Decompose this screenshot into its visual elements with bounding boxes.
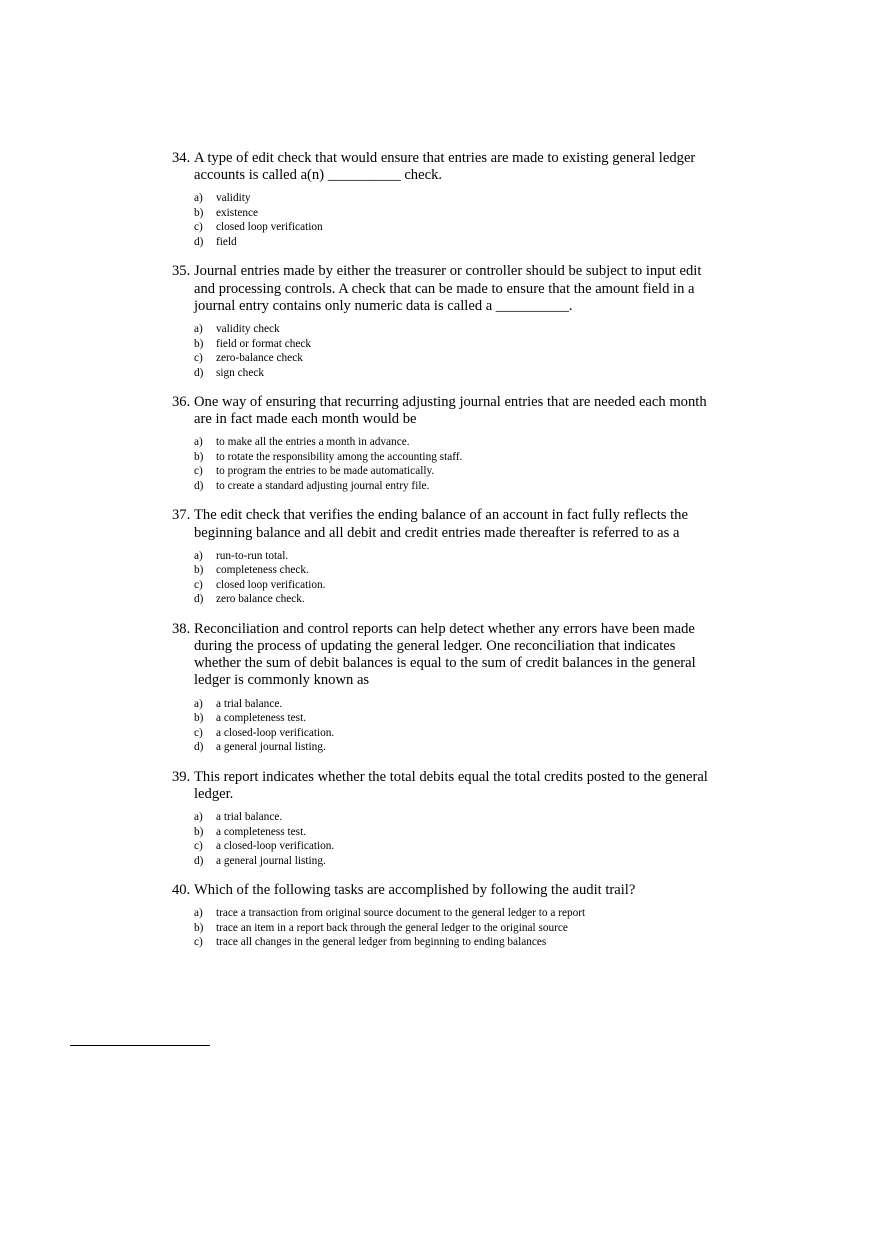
answer-options bbox=[194, 810, 717, 868]
option-letter: d) bbox=[194, 741, 204, 754]
option-text: trace an item in a report back through the general ledger to the original source bbox=[216, 921, 568, 934]
option-text: run-to-run total. bbox=[216, 549, 289, 562]
answer-option bbox=[194, 592, 717, 607]
answer-option bbox=[194, 206, 717, 221]
answer-option bbox=[194, 935, 717, 950]
answer-option bbox=[194, 726, 717, 741]
option-letter: c) bbox=[194, 221, 203, 234]
option-text: field or format check bbox=[216, 337, 312, 350]
answer-option bbox=[194, 563, 717, 578]
answer-option bbox=[194, 235, 717, 250]
option-text: trace all changes in the general ledger from beginning to ending balances bbox=[216, 936, 547, 949]
option-text: a closed-loop verification. bbox=[216, 840, 335, 853]
question-text: Journal entries made by either the treasurer or controller should be subject to input edit and processing controls. A check that can be made to ensure that the amount field in a journal entry contains only numeric data is called a __________. bbox=[194, 263, 702, 314]
question-item bbox=[172, 507, 717, 606]
question-item bbox=[172, 150, 717, 249]
question-item bbox=[172, 394, 717, 493]
answer-option bbox=[194, 366, 717, 381]
option-text: a trial balance. bbox=[216, 697, 283, 710]
question-number: 38. bbox=[172, 620, 191, 637]
answer-option bbox=[194, 220, 717, 235]
question-text: Reconciliation and control reports can help detect whether any errors have been made during the process of updating the general ledger. One reconciliation that indicates whether the sum of debit balances is equal to the sum of credit balances in the general ledger is commonly known as bbox=[194, 620, 696, 689]
answer-options bbox=[194, 435, 717, 493]
answer-option bbox=[194, 337, 717, 352]
answer-option bbox=[194, 479, 717, 494]
option-text: to make all the entries a month in advance. bbox=[216, 436, 410, 449]
answer-options bbox=[194, 697, 717, 755]
option-text: completeness check. bbox=[216, 564, 309, 577]
option-letter: b) bbox=[194, 564, 204, 577]
question-stem bbox=[172, 394, 717, 428]
option-text: zero balance check. bbox=[216, 593, 305, 606]
answer-option bbox=[194, 740, 717, 755]
option-letter: b) bbox=[194, 206, 204, 219]
option-letter: c) bbox=[194, 465, 203, 478]
answer-options bbox=[194, 191, 717, 249]
option-text: existence bbox=[216, 206, 259, 219]
option-letter: a) bbox=[194, 697, 203, 710]
option-text: a closed-loop verification. bbox=[216, 726, 335, 739]
answer-options bbox=[194, 322, 717, 380]
question-item bbox=[172, 621, 717, 755]
question-item bbox=[172, 882, 717, 950]
option-letter: a) bbox=[194, 323, 203, 336]
option-letter: c) bbox=[194, 840, 203, 853]
answer-option bbox=[194, 839, 717, 854]
option-letter: a) bbox=[194, 549, 203, 562]
question-stem bbox=[172, 882, 717, 899]
option-letter: c) bbox=[194, 578, 203, 591]
option-text: a general journal listing. bbox=[216, 854, 326, 867]
option-letter: a) bbox=[194, 436, 203, 449]
question-text: This report indicates whether the total debits equal the total credits posted to the general ledger. bbox=[194, 768, 708, 802]
answer-option bbox=[194, 697, 717, 712]
answer-option bbox=[194, 322, 717, 337]
answer-option bbox=[194, 578, 717, 593]
footnote-separator bbox=[70, 1045, 210, 1046]
question-stem bbox=[172, 150, 717, 184]
option-letter: b) bbox=[194, 921, 204, 934]
question-text: The edit check that verifies the ending balance of an account in fact fully reflects the beginning balance and all debit and credit entries made thereafter is referred to as a bbox=[194, 507, 688, 541]
question-item bbox=[172, 769, 717, 868]
question-item bbox=[172, 263, 717, 380]
question-number: 35. bbox=[172, 263, 191, 280]
answer-option bbox=[194, 906, 717, 921]
answer-option bbox=[194, 711, 717, 726]
question-text: One way of ensuring that recurring adjusting journal entries that are needed each month are in fact made each month would be bbox=[194, 394, 707, 428]
option-letter: b) bbox=[194, 337, 204, 350]
answer-option bbox=[194, 921, 717, 936]
option-text: a general journal listing. bbox=[216, 741, 326, 754]
question-text: A type of edit check that would ensure that entries are made to existing general ledger accounts is called a(n) __________ check. bbox=[194, 150, 696, 184]
question-number: 40. bbox=[172, 882, 191, 899]
option-text: validity check bbox=[216, 323, 280, 336]
question-number: 39. bbox=[172, 768, 191, 785]
footnote-mark: . bbox=[208, 1038, 211, 1048]
option-letter: b) bbox=[194, 825, 204, 838]
option-letter: d) bbox=[194, 854, 204, 867]
option-text: trace a transaction from original source document to the general ledger to a report bbox=[216, 907, 586, 920]
option-text: a completeness test. bbox=[216, 712, 307, 725]
answer-option bbox=[194, 450, 717, 465]
answer-option bbox=[194, 191, 717, 206]
option-letter: b) bbox=[194, 712, 204, 725]
answer-option bbox=[194, 435, 717, 450]
option-text: field bbox=[216, 235, 237, 248]
answer-option bbox=[194, 464, 717, 479]
option-letter: c) bbox=[194, 726, 203, 739]
question-stem bbox=[172, 507, 717, 541]
answer-options bbox=[194, 549, 717, 607]
option-text: closed loop verification. bbox=[216, 578, 326, 591]
option-letter: a) bbox=[194, 811, 203, 824]
option-letter: d) bbox=[194, 366, 204, 379]
option-letter: d) bbox=[194, 593, 204, 606]
option-text: a completeness test. bbox=[216, 825, 307, 838]
question-stem bbox=[172, 621, 717, 690]
option-letter: b) bbox=[194, 450, 204, 463]
answer-option bbox=[194, 810, 717, 825]
option-text: validity bbox=[216, 192, 251, 205]
option-letter: a) bbox=[194, 192, 203, 205]
option-letter: a) bbox=[194, 907, 203, 920]
option-letter: d) bbox=[194, 235, 204, 248]
answer-option bbox=[194, 825, 717, 840]
option-text: zero-balance check bbox=[216, 352, 303, 365]
question-list bbox=[172, 150, 717, 964]
option-text: closed loop verification bbox=[216, 221, 323, 234]
answer-option bbox=[194, 549, 717, 564]
question-number: 36. bbox=[172, 394, 191, 411]
option-letter: c) bbox=[194, 936, 203, 949]
question-number: 37. bbox=[172, 507, 191, 524]
option-letter: d) bbox=[194, 479, 204, 492]
question-stem bbox=[172, 263, 717, 315]
question-number: 34. bbox=[172, 150, 191, 166]
option-text: to create a standard adjusting journal entry file. bbox=[216, 479, 430, 492]
option-text: to program the entries to be made automatically. bbox=[216, 465, 435, 478]
answer-option bbox=[194, 854, 717, 869]
question-text: Which of the following tasks are accomplished by following the audit trail? bbox=[194, 882, 636, 899]
option-text: sign check bbox=[216, 366, 264, 379]
answer-options bbox=[194, 906, 717, 950]
option-text: a trial balance. bbox=[216, 811, 283, 824]
option-letter: c) bbox=[194, 352, 203, 365]
question-stem bbox=[172, 769, 717, 803]
option-text: to rotate the responsibility among the accounting staff. bbox=[216, 450, 463, 463]
answer-option bbox=[194, 351, 717, 366]
